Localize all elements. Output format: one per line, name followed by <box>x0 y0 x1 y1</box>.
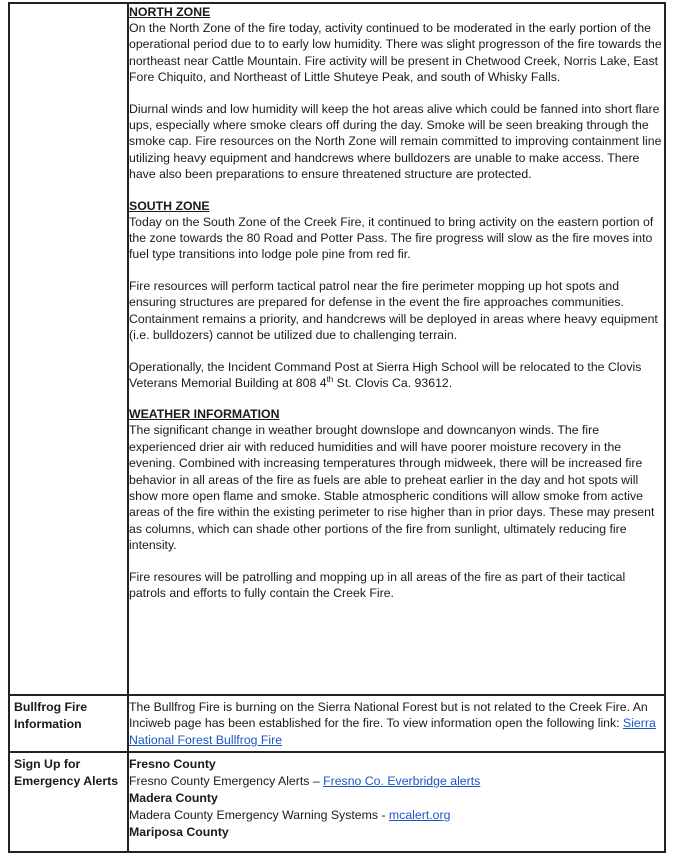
fresno-alerts-text: Fresno County Emergency Alerts – <box>129 774 324 788</box>
bullfrog-content-cell <box>128 695 665 752</box>
north-zone-paragraph-2: Diurnal winds and low humidity will keep the hot areas alive which could be fanned into short flare ups, especially where smoke clears off during the day. Smoke will be seen breaking through the smoke cap. Fire resources on the North Zone will remain committed to improving containment line utilizing heavy equipment and handcrews where bulldozers are unable to make access. There have also been preparations to ensure threatened structure are protected. <box>129 101 662 182</box>
madera-alerts-line <box>129 807 664 824</box>
fresno-alerts-line <box>129 773 664 790</box>
bullfrog-text <box>129 699 664 748</box>
ordinal-suffix: th <box>326 374 334 384</box>
bullfrog-label-cell <box>9 695 128 752</box>
signup-label-cell <box>9 752 128 852</box>
bullfrog-description: The Bullfrog Fire is burning on the Sierra National Forest but is not related to the Creek Fire. An Inciweb page has been established for the fire. To view information open the following link: <box>129 700 648 731</box>
mariposa-county-heading: Mariposa County <box>129 825 229 839</box>
info-table <box>8 2 666 853</box>
mcalert-link[interactable]: mcalert.org <box>388 808 451 822</box>
icp-text: Operationally, the Incident Command Post at Sierra High School will be relocated to the Clovis Veterans Memorial Building at 808 4 <box>129 359 642 390</box>
south-zone-paragraph-2: Fire resources will perform tactical patrol near the fire perimeter mopping up hot spots and ensuring structures are prepared for defense in the event the fire approaches communities. Containment remains a priority, and handcrews will be deployed in areas where heavy equipment (i.e. bulldozers) cannot be utilized due to challenging terrain. <box>129 278 658 343</box>
zones-content-cell <box>128 3 665 695</box>
zones-row <box>9 3 665 695</box>
zones-left-cell <box>9 3 128 695</box>
bullfrog-label: Bullfrog Fire Information <box>14 700 88 731</box>
fresno-county-heading: Fresno County <box>129 757 216 771</box>
madera-alerts-text: Madera County Emergency Warning Systems - <box>129 808 389 822</box>
weather-paragraph-2: Fire resoures will be patrolling and mopping up in all areas of the fire as part of their tactical patrols and efforts to fully contain the Creek Fire. <box>129 569 626 600</box>
south-zone-paragraph-3 <box>129 359 664 392</box>
north-zone-paragraph-1: On the North Zone of the fire today, activity continued to be moderated in the early portion of the operational period due to to early low humidity. There was slight progresson of the fire towards the northeast near Cattle Mountain. Fire activity will be present in Chetwood Creek, Norris Lake, East Fore Chiquito, and Northeast of Little Shuteye Peak, and south of Whisky Falls. <box>129 21 662 85</box>
fresno-everbridge-link[interactable]: Fresno Co. Everbridge alerts <box>323 774 481 788</box>
signup-row <box>9 752 665 852</box>
weather-paragraph-1: The significant change in weather brought downslope and downcanyon winds. The fire experienced drier air with reduced humidities and will have poorer moisture recovery in the evening. Combined with increasing temperatures through midweek, there will be increased fire behavior in all areas of the fire as fuels are able to preheat earlier in the day and hot spots will show more open flame and smoke. Stable atmospheric conditions will allow smoke from active areas of the fire within the existing perimeter to rise higher than in prior days. These may present as columns, which can shade other portions of the fire from sunlight, ultimately reducing fire intensity. <box>129 423 655 553</box>
bullfrog-link[interactable]: Sierra National Forest Bullfrog Fire <box>129 716 656 747</box>
madera-county-heading: Madera County <box>129 791 218 805</box>
north-zone-title: NORTH ZONE <box>129 5 211 19</box>
weather-title: WEATHER INFORMATION <box>129 407 280 422</box>
signup-label: Sign Up for Emergency Alerts <box>14 757 119 788</box>
south-zone-title: SOUTH ZONE <box>129 198 210 213</box>
document <box>8 2 666 860</box>
bullfrog-row <box>9 695 665 752</box>
south-zone-paragraph-1: Today on the South Zone of the Creek Fire, it continued to bring activity on the eastern portion of the zone towards the 80 Road and Potter Pass. The fire progress will slow as the fire moves into fuel type transitions into lodge pole pine from red fir. <box>129 214 654 262</box>
signup-content-cell <box>128 752 665 852</box>
icp-address-tail: St. Clovis Ca. 93612. <box>333 375 453 390</box>
